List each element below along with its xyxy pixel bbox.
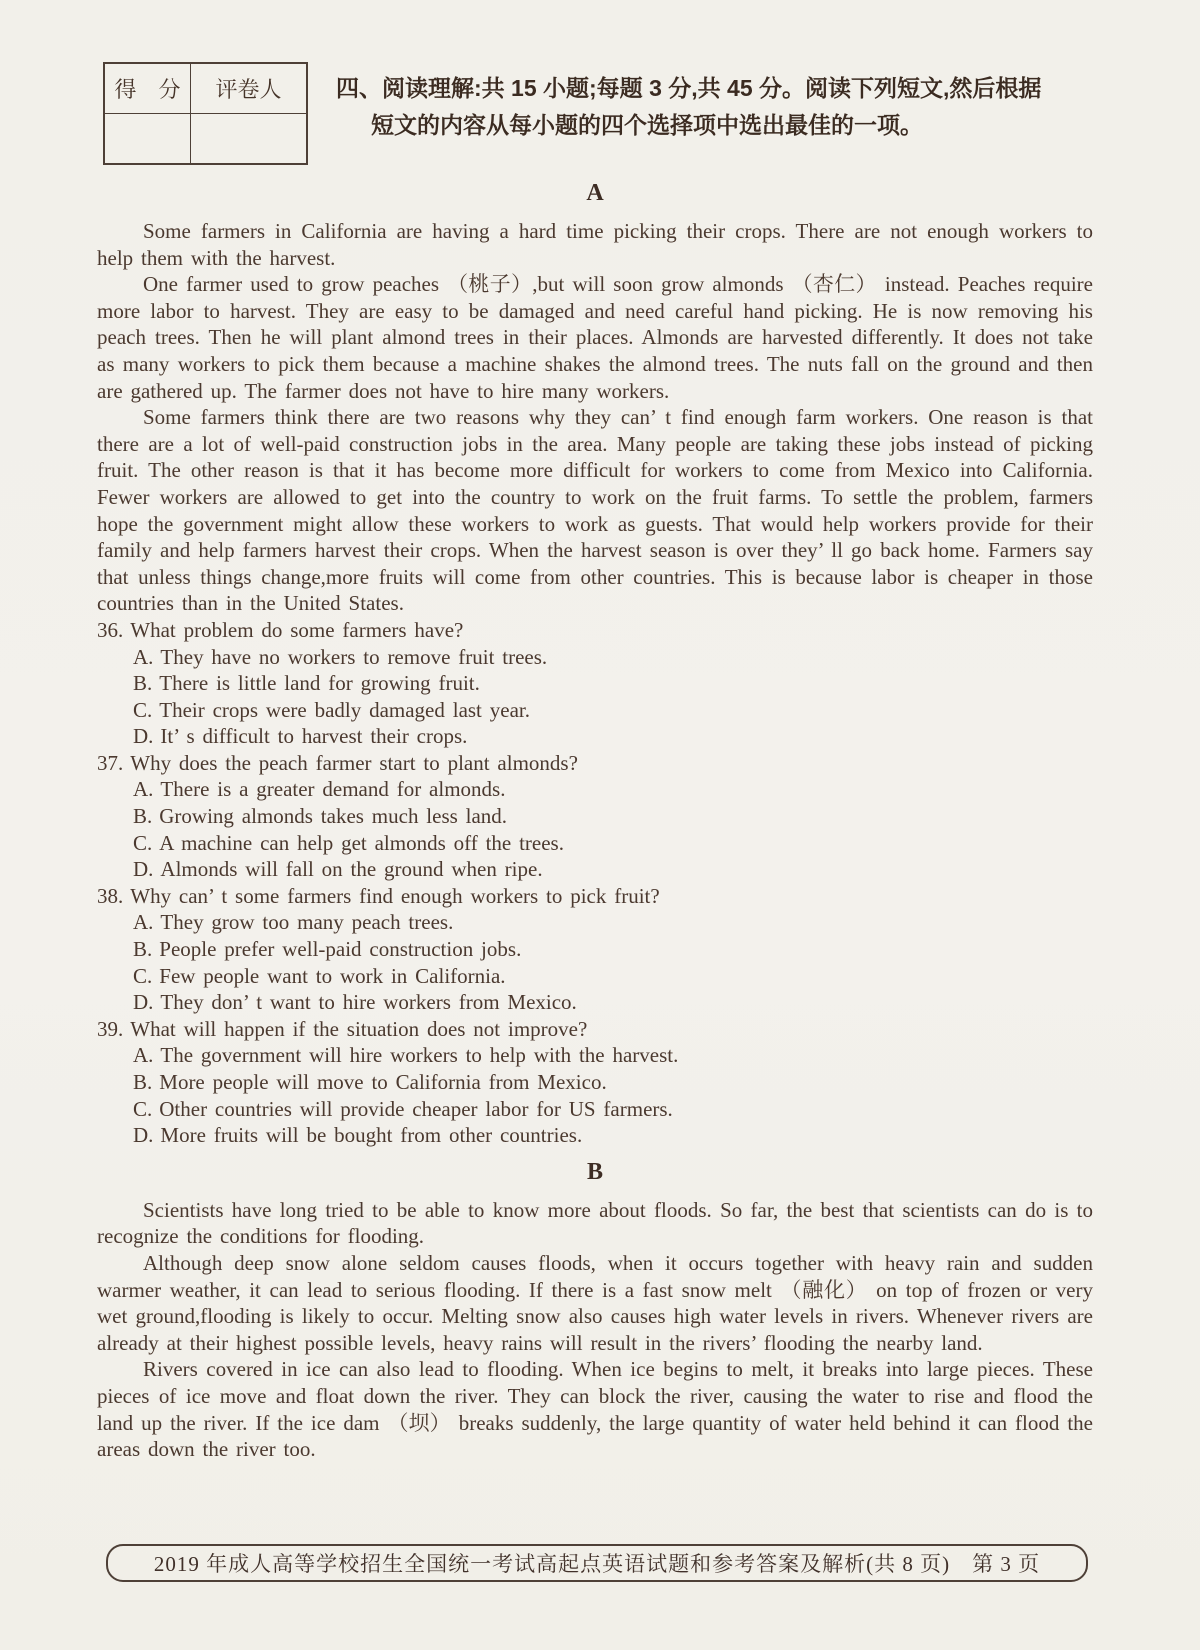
- option-letter: A.: [133, 644, 154, 669]
- option-text: There is little land for growing fruit.: [159, 671, 480, 696]
- passage-a-paragraph: Some farmers in California are having a hard time picking their crops. There are not enough workers to help them with the harvest.: [97, 219, 1093, 270]
- option-text: Growing almonds takes much less land.: [159, 804, 508, 829]
- question-37-option-d: [97, 856, 1093, 883]
- option-letter: D.: [133, 1123, 154, 1148]
- question-text: Why does the peach farmer start to plant almonds?: [130, 750, 578, 775]
- option-text: There is a greater demand for almonds.: [160, 777, 506, 802]
- score-box: [103, 62, 308, 165]
- passage-a-paragraph: Some farmers think there are two reasons why they can’ t find enough farm workers. One reason is that there are a lot of well-paid construction jobs in the area. Many people are taking these jobs instead of picking fruit. The other reason is that it has become more difficult for workers to come from Mexico into California. Fewer workers are allowed to get into the country to work on the fruit farms. To settle the problem, farmers hope the government might allow these workers to work as guests. That would help workers provide for their family and help farmers harvest their crops. When the harvest season is over they’ ll go back home. Farmers say that unless things change,more fruits will come from other countries. This is because labor is cheaper in those countries than in the United States.: [97, 405, 1093, 616]
- passage-b-paragraph: Rivers covered in ice can also lead to flooding. When ice begins to melt, it breaks into large pieces. These pieces of ice move and float down the river. They can block the river, causing the water to rise and flood the land up the river. If the ice dam （坝） breaks suddenly, the large quantity of water held behind it can flood the areas down the river too.: [97, 1357, 1093, 1462]
- option-text: Few people want to work in California.: [159, 963, 506, 988]
- passage-a-title: A: [586, 180, 604, 206]
- question-37-option-c: [97, 830, 1093, 857]
- option-letter: B.: [133, 671, 153, 696]
- option-letter: C.: [133, 1096, 153, 1121]
- section-instructions: [336, 70, 1096, 144]
- question-text: Why can’ t some farmers find enough workers to pick fruit?: [130, 883, 660, 908]
- question-38-option-b: [97, 936, 1093, 963]
- question-38-option-a: [97, 909, 1093, 936]
- option-letter: D.: [133, 724, 154, 749]
- option-text: Their crops were badly damaged last year.: [159, 697, 530, 722]
- page-footer: [106, 1544, 1088, 1582]
- instruction-line-1: 四、阅读理解:共 15 小题;每题 3 分,共 45 分。阅读下列短文,然后根据: [336, 75, 1042, 101]
- question-36-option-d: [97, 723, 1093, 750]
- option-letter: A.: [133, 910, 154, 935]
- question-37: [97, 750, 1093, 777]
- option-text: Almonds will fall on the ground when ripe.: [160, 857, 543, 882]
- question-39-option-a: [97, 1042, 1093, 1069]
- question-text: What will happen if the situation does not improve?: [130, 1016, 588, 1041]
- question-39-option-d: [97, 1122, 1093, 1149]
- option-letter: C.: [133, 963, 153, 988]
- passage-b-paragraph: Although deep snow alone seldom causes floods, when it occurs together with heavy rain and sudden warmer weather, it can lead to serious flooding. If there is a fast snow melt （融化） on top of frozen or very wet ground,flooding is likely to occur. Melting snow also causes high water levels in rivers. Whenever rivers are already at their highest possible levels, heavy rains will result in the rivers’ flooding the nearby land.: [97, 1250, 1093, 1355]
- question-36-option-c: [97, 697, 1093, 724]
- option-text: Other countries will provide cheaper labor for US farmers.: [159, 1096, 673, 1121]
- option-text: They grow too many peach trees.: [160, 910, 454, 935]
- option-text: They don’ t want to hire workers from Mexico.: [160, 990, 577, 1015]
- grader-label: 评卷人: [191, 64, 306, 114]
- option-letter: B.: [133, 937, 153, 962]
- option-letter: A.: [133, 1043, 154, 1068]
- question-38-option-c: [97, 963, 1093, 990]
- score-value-cell: [105, 114, 191, 163]
- question-36: [97, 617, 1093, 644]
- instruction-line-2: 短文的内容从每小题的四个选择项中选出最佳的一项。: [371, 112, 923, 138]
- question-number: 38.: [97, 883, 124, 908]
- question-37-option-a: [97, 776, 1093, 803]
- passage-a-paragraph: One farmer used to grow peaches （桃子）,but will soon grow almonds （杏仁） instead. Peaches require more labor to harvest. They are easy to be damaged and need careful hand picking. He is now removing his peach trees. Then he will plant almond trees in their places. Almonds are harvested differently. It does not take as many workers to pick them because a machine shakes the almond trees. The nuts fall on the ground and then are gathered up. The farmer does not have to hire many workers.: [97, 272, 1093, 403]
- question-38: [97, 883, 1093, 910]
- option-text: More people will move to California from Mexico.: [159, 1070, 607, 1094]
- option-text: A machine can help get almonds off the trees.: [159, 830, 564, 855]
- option-letter: D.: [133, 990, 154, 1015]
- footer-text: 2019 年成人高等学校招生全国统一考试高起点英语试题和参考答案及解析(共 8 页) 第 3 页: [153, 1552, 1041, 1576]
- option-letter: B.: [133, 1070, 153, 1094]
- question-text: What problem do some farmers have?: [130, 617, 464, 642]
- question-number: 39.: [97, 1016, 124, 1041]
- score-label: 得 分: [105, 64, 191, 114]
- option-letter: A.: [133, 777, 154, 802]
- option-text: People prefer well-paid construction jobs.: [159, 937, 522, 962]
- question-36-option-b: [97, 670, 1093, 697]
- option-letter: C.: [133, 697, 153, 722]
- passage-b-title: B: [586, 1158, 603, 1185]
- option-text: More fruits will be bought from other countries.: [160, 1123, 583, 1148]
- option-letter: C.: [133, 830, 153, 855]
- question-37-option-b: [97, 803, 1093, 830]
- question-36-option-a: [97, 644, 1093, 671]
- question-number: 37.: [97, 750, 124, 775]
- question-39: [97, 1016, 1093, 1043]
- option-text: The government will hire workers to help with the harvest.: [160, 1043, 679, 1068]
- question-38-option-d: [97, 989, 1093, 1016]
- option-letter: D.: [133, 857, 154, 882]
- grader-value-cell: [191, 114, 306, 163]
- question-number: 36.: [97, 617, 124, 642]
- main-content: [97, 176, 1093, 1463]
- question-39-option-b: [97, 1069, 1093, 1096]
- option-text: They have no workers to remove fruit trees.: [160, 644, 548, 669]
- passage-b-paragraph: Scientists have long tried to be able to know more about floods. So far, the best that scientists can do is to recognize the conditions for flooding.: [97, 1197, 1093, 1249]
- option-text: It’ s difficult to harvest their crops.: [160, 724, 468, 749]
- question-39-option-c: [97, 1096, 1093, 1123]
- option-letter: B.: [133, 804, 153, 829]
